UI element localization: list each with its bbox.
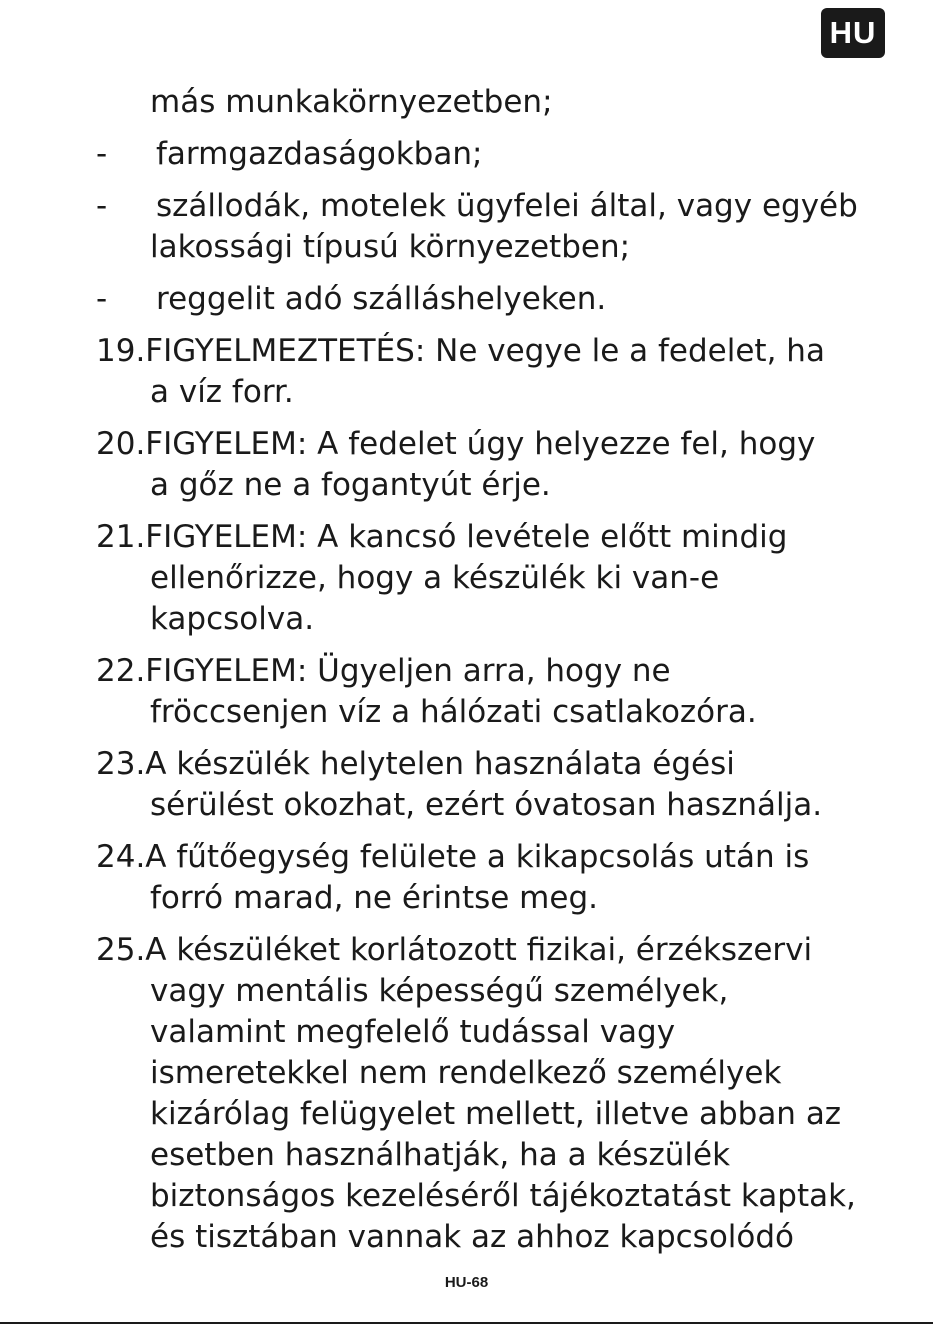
item-text-line: esetben használhatják, ha a készülék [150,1137,731,1173]
item-text-line: sérülést okozhat, ezért óvatosan használja. [150,787,823,823]
item-text-line: 24.A fűtőegység felülete a kikapcsolás után is [96,839,810,875]
item-text-line: lakossági típusú környezetben; [150,229,631,265]
item-text-line: 25.A készüléket korlátozott fizikai, érzékszervi [96,932,813,968]
item-text-line: a gőz ne a fogantyút érje. [150,467,551,503]
bullet-dash: - [96,281,108,317]
item-text-line: és tisztában vannak az ahhoz kapcsolódó [150,1219,795,1255]
item-text-line: fröccsenjen víz a hálózati csatlakozóra. [150,694,757,730]
list-item [96,279,885,320]
list-item-21 [96,517,885,640]
item-text-line: 21.FIGYELEM: A kancsó levétele előtt mindig [96,519,788,555]
list-item-22 [96,651,885,733]
item-text-line: biztonságos kezeléséről tájékoztatást kaptak, [150,1178,856,1214]
item-text-line: ismeretekkel nem rendelkező személyek [150,1055,782,1091]
item-text-line: más munkakörnyezetben; [150,84,553,120]
safety-instructions [96,82,885,1258]
item-text-line: reggelit adó szálláshelyeken. [156,281,607,317]
language-badge: HU [821,8,885,58]
item-text-line: 20.FIGYELEM: A fedelet úgy helyezze fel, hogy [96,426,816,462]
item-text-line: a víz forr. [150,374,294,410]
list-item-24 [96,837,885,919]
bullet-dash: - [96,188,108,224]
list-item [96,82,885,123]
item-text-line: vagy mentális képességű személyek, [150,973,729,1009]
bullet-dash: - [96,136,108,172]
item-text-line: valamint megfelelő tudással vagy [150,1014,676,1050]
item-text-line: szállodák, motelek ügyfelei által, vagy egyéb [156,188,858,224]
list-item [96,186,885,268]
item-text-line: farmgazdaságokban; [156,136,483,172]
item-text-line: forró marad, ne érintse meg. [150,880,598,916]
item-text-line: 22.FIGYELEM: Ügyeljen arra, hogy ne [96,653,671,689]
list-item-23 [96,744,885,826]
item-text-line: kizárólag felügyelet mellett, illetve abban az [150,1096,842,1132]
item-text-line: kapcsolva. [150,601,315,637]
item-text-line: 23.A készülék helytelen használata égési [96,746,735,782]
item-text-line: 19.FIGYELMEZTETÉS: Ne vegye le a fedelet, ha [96,333,825,369]
page-number: HU-68 [444,1274,489,1291]
list-item-19 [96,331,885,413]
list-item [96,134,885,175]
item-text-line: ellenőrizze, hogy a készülék ki van-e [150,560,720,596]
list-item-20 [96,424,885,506]
list-item-25 [96,930,885,1258]
